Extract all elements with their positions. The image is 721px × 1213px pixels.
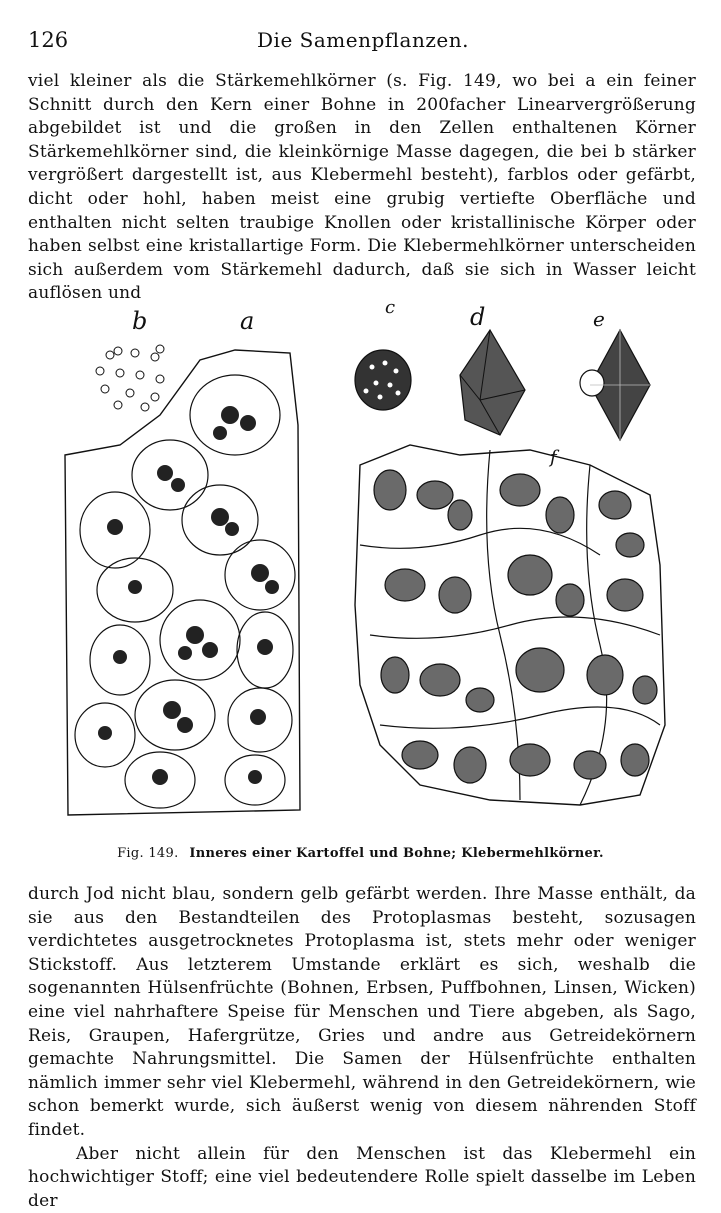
page-header [28,28,698,56]
body-text-bottom [28,883,696,1213]
label-b: b [132,307,148,335]
label-c: c [385,297,396,318]
caption-figure-number: Fig. 149. [117,846,179,861]
label-e: e [593,307,605,331]
crystal-e-ring [580,370,604,396]
label-f: f [550,447,557,468]
protein-grains-b [96,345,164,411]
label-a: a [240,307,255,335]
running-title: Die Samenpflanzen. [257,28,469,52]
bean-cells [75,375,295,808]
crystal-d [460,330,525,435]
figure-149 [60,297,680,830]
figure-illustration [60,305,680,830]
label-d: d [470,303,486,331]
page-number: 126 [28,28,69,52]
paragraph: durch Jod nicht blau, sondern gelb gefärbt werden. Ihre Masse enthält, da sie aus den Bestandteilen des Protoplasmas besteht, sozusagen verdichtetes ausgetrocknetes Protoplasma ist, stets mehr oder weniger Stickstoff. Aus letzterem Umstande erklärt es sich, weshalb die sogenannten Hülsenfrüchte (Bohnen, Erbsen, Puffbohnen, Linsen, Wicken) eine viel nahrhaftere Speise für Menschen und Tiere abgeben, als Sago, Reis, Graupen, Hafergrütze, Gries und andre aus Getreidekörnern gemachte Nahrungsmittel. Die Samen der Hülsenfrüchte enthalten nämlich immer sehr viel Klebermehl, während in den Getreidekörnern, wie schon bemerkt wurde, sich äußerst wenig von diesem nährenden Stoff findet. [28,884,696,1140]
grain-c [355,350,411,410]
body-text-top [28,70,696,306]
bean-section-outline [65,350,300,815]
starch-grains [98,406,279,785]
figure-caption [0,846,721,861]
paragraph: viel kleiner als die Stärkemehlkörner (s. Fig. 149, wo bei a ein feiner Schnitt durch den Kern einer Bohne in 200facher Linearvergrößerung abgebildet ist und die großen in den Zellen enthaltenen Körner Stärkemehlkörner sind, die kleinkörnige Masse dagegen, die bei b stärker vergrößert dargestellt ist, aus Klebermehl besteht), farblos oder gefärbt, dicht oder hohl, haben meist eine grubig vertiefte Oberfläche und enthalten nicht selten traubige Knollen oder kristallinische Körper oder haben selbst eine kristallartige Form. Die Klebermehlkörner unterscheiden sich außerdem vom Stärkemehl dadurch, daß sie sich in Wasser leicht auflösen und [28,71,696,304]
paragraph: Aber nicht allein für den Menschen ist das Klebermehl ein hochwichtiger Stoff; eine viel bedeutendere Rolle spielt dasselbe im Leben der [28,1143,696,1211]
caption-text: Inneres einer Kartoffel und Bohne; Klebermehlkörner. [189,846,604,861]
potato-starch-grains [374,470,657,783]
